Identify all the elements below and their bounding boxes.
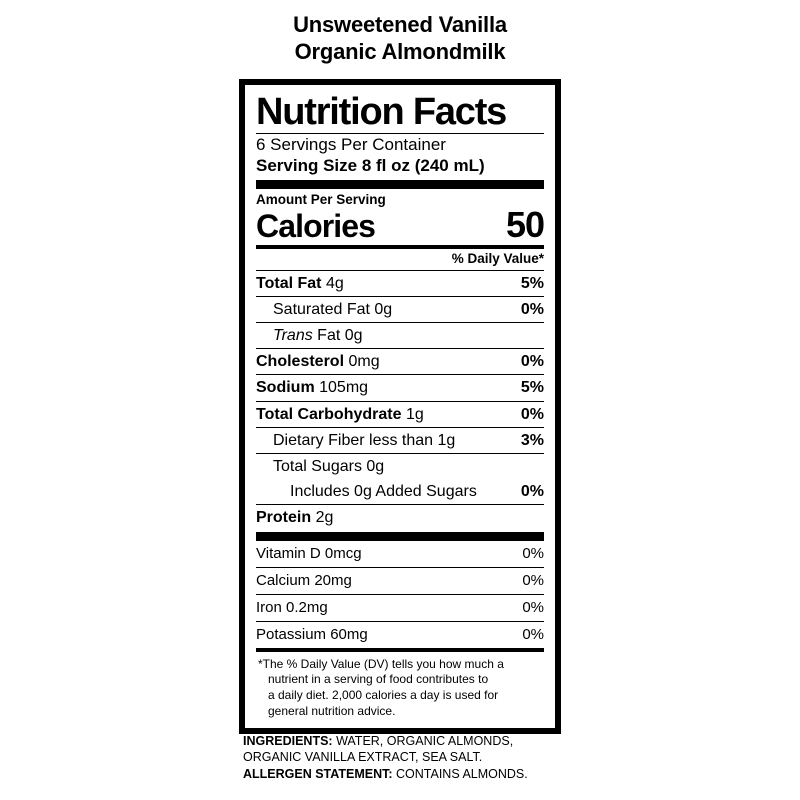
nutrient-row-protein [256, 505, 544, 531]
nutrient-row [256, 428, 544, 453]
ingredients-section [243, 733, 573, 782]
vitamin-dv: 0% [522, 544, 544, 562]
footnote-line-3: a daily diet. 2,000 calories a day is used for [268, 688, 499, 703]
nutrient-amount: Fat 0g [317, 327, 363, 345]
nutrient-amount: less than 1g [369, 431, 456, 449]
serving-size-label: Serving Size [256, 156, 358, 176]
servings-per-container: 6 Servings Per Container [256, 135, 446, 154]
nutrient-name: Trans [273, 327, 313, 345]
serving-size-value: 8 fl oz (240 mL) [361, 156, 485, 176]
vitamin-row [256, 541, 544, 567]
nutrient-name: Includes [290, 483, 350, 501]
calories-row [256, 203, 544, 245]
vitamin-name: Potassium 60mg [256, 625, 368, 643]
allergen-heading: ALLERGEN STATEMENT: [243, 767, 393, 781]
footnote-line-2: nutrient in a serving of food contributes to [268, 672, 489, 687]
nutrient-name: Saturated Fat [273, 300, 370, 318]
nutrient-amount: 0g [366, 457, 385, 475]
nutrient-amount: 1g [405, 405, 424, 423]
product-title-line2: Organic Almondmilk [294, 38, 506, 64]
nutrient-row [256, 402, 544, 427]
nutrient-row [256, 479, 544, 504]
serving-size [256, 155, 544, 176]
vitamin-dv: 0% [522, 571, 544, 589]
vitamin-row [256, 595, 544, 621]
vitamin-row [256, 622, 544, 648]
nutrient-name: Total Carbohydrate [256, 405, 402, 423]
nutrient-name: Total Sugars [273, 457, 362, 475]
vitamin-name: Vitamin D 0mcg [256, 544, 362, 562]
vitamin-dv: 0% [522, 598, 544, 616]
nutrition-facts-title: Nutrition Facts [256, 91, 507, 133]
product-title-line1: Unsweetened Vanilla [293, 12, 507, 37]
ingredients-text: WATER, ORGANIC ALMONDS, ORGANIC VANILLA EXTRACT, SEA SALT. [243, 734, 514, 764]
vitamin-dv: 0% [522, 625, 544, 643]
vitamin-row [256, 568, 544, 594]
daily-value-footnote [256, 652, 544, 720]
nutrient-dv: 5% [520, 379, 544, 397]
nutrition-facts-panel [239, 79, 561, 734]
ingredients-list [243, 733, 573, 765]
nutrient-amount: 4g [325, 274, 344, 292]
nutrient-name: Total Fat [256, 274, 322, 292]
amount-per-serving-label: Amount Per Serving [256, 191, 386, 207]
nutrient-dv: 3% [520, 431, 544, 449]
nutrient-amount: 105mg [319, 379, 369, 397]
product-title [0, 0, 800, 66]
nutrient-dv: 0% [520, 405, 544, 423]
nutrient-amount: 0mg [348, 353, 380, 371]
vitamin-name: Iron 0.2mg [256, 598, 328, 616]
nutrient-name: Cholesterol [256, 353, 345, 371]
nutrient-dv: 5% [520, 274, 544, 292]
nutrient-dv: 0% [520, 353, 544, 371]
nutrient-row [256, 323, 544, 348]
nutrient-row [256, 271, 544, 296]
nutrient-amount: 0g Added Sugars [354, 483, 477, 501]
nutrient-dv: 0% [520, 483, 544, 501]
nutrient-row [256, 297, 544, 322]
daily-value-header: % Daily Value* [451, 251, 544, 267]
calories-label: Calories [256, 207, 376, 244]
vitamin-name: Calcium 20mg [256, 571, 352, 589]
footnote-line-1: *The % Daily Value (DV) tells you how much a [258, 656, 504, 671]
nutrient-amount: 0g [374, 300, 393, 318]
allergen-statement [243, 766, 573, 782]
nutrient-name: Protein [256, 509, 312, 527]
nutrient-row [256, 375, 544, 400]
nutrient-amount: 2g [315, 509, 334, 527]
calories-value: 50 [505, 203, 544, 245]
footnote-line-4: general nutrition advice. [268, 704, 396, 719]
nutrient-row [256, 349, 544, 374]
allergen-text: CONTAINS ALMONDS. [392, 767, 528, 781]
nutrient-name: Dietary Fiber [273, 431, 365, 449]
nutrient-name: Sodium [256, 379, 315, 397]
nutrient-dv: 0% [520, 300, 544, 318]
nutrient-row [256, 454, 544, 479]
ingredients-heading: INGREDIENTS: [243, 734, 333, 748]
